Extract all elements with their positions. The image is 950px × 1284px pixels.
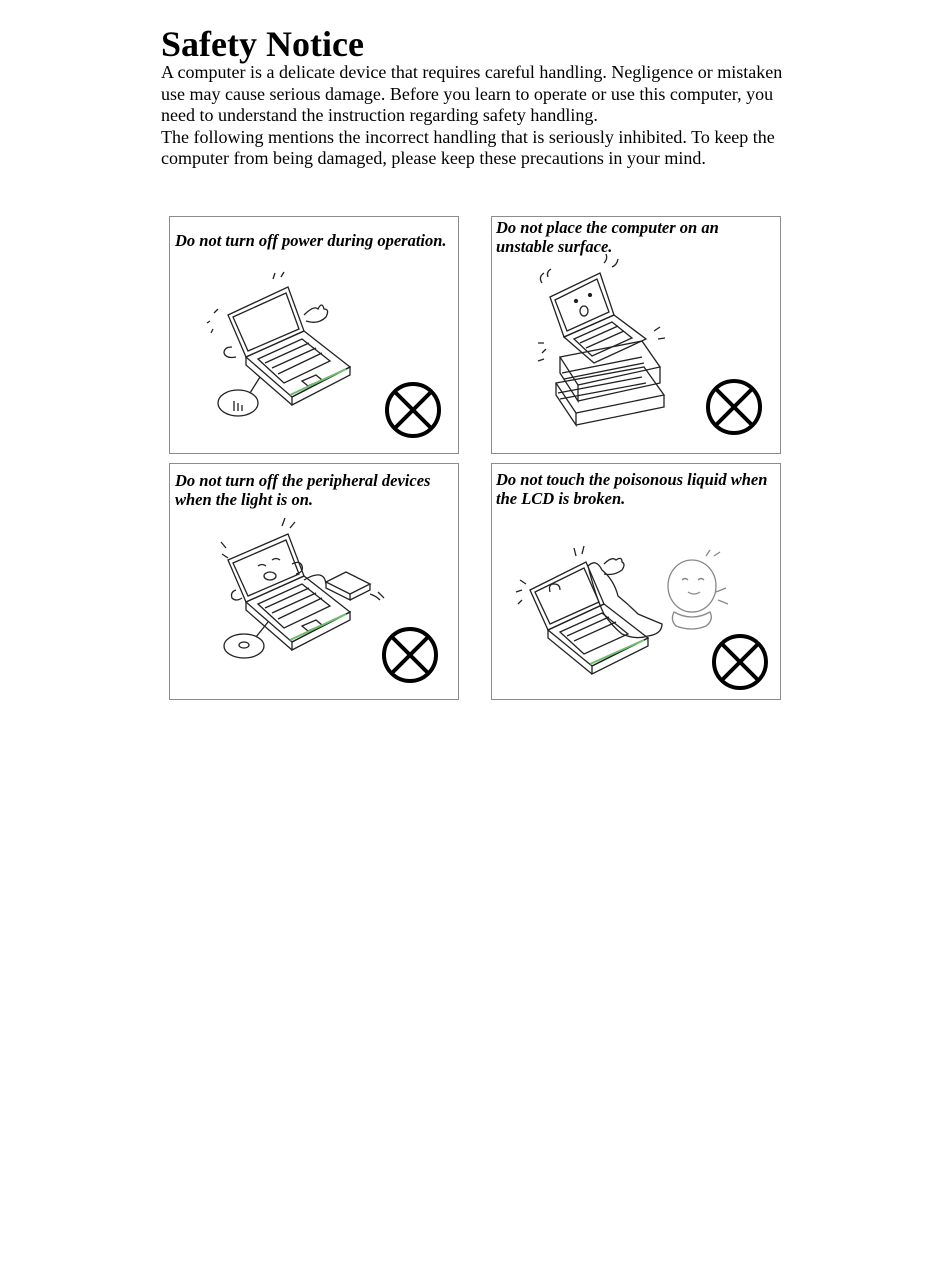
- page-title: Safety Notice: [161, 24, 364, 64]
- safety-panel-power: [169, 216, 459, 454]
- panel-caption: Do not touch the poisonous liquid when the LCD is broken.: [496, 470, 768, 508]
- safety-panel-broken-lcd: [491, 463, 781, 700]
- intro-text: [161, 62, 801, 170]
- prohibited-icon: [705, 378, 763, 436]
- safety-panel-unstable-surface: [491, 216, 781, 454]
- prohibited-icon: [384, 381, 442, 439]
- prohibited-icon: [711, 633, 769, 691]
- safety-panel-peripheral: [169, 463, 459, 700]
- intro-paragraph-1: A computer is a delicate device that requires careful handling. Negligence or mistaken use may cause serious damage. Before you learn to operate or use this computer, you need to understand the instruction regarding safety handling.: [161, 62, 783, 125]
- prohibited-icon: [381, 626, 439, 684]
- intro-paragraph-2: The following mentions the incorrect handling that is seriously inhibited. To keep the computer from being damaged, please keep these precautions in your mind.: [161, 126, 775, 168]
- panel-caption: Do not turn off the peripheral devices when the light is on.: [175, 471, 431, 509]
- panel-caption: Do not turn off power during operation.: [175, 231, 447, 250]
- panel-caption: Do not place the computer on an unstable surface.: [496, 218, 719, 256]
